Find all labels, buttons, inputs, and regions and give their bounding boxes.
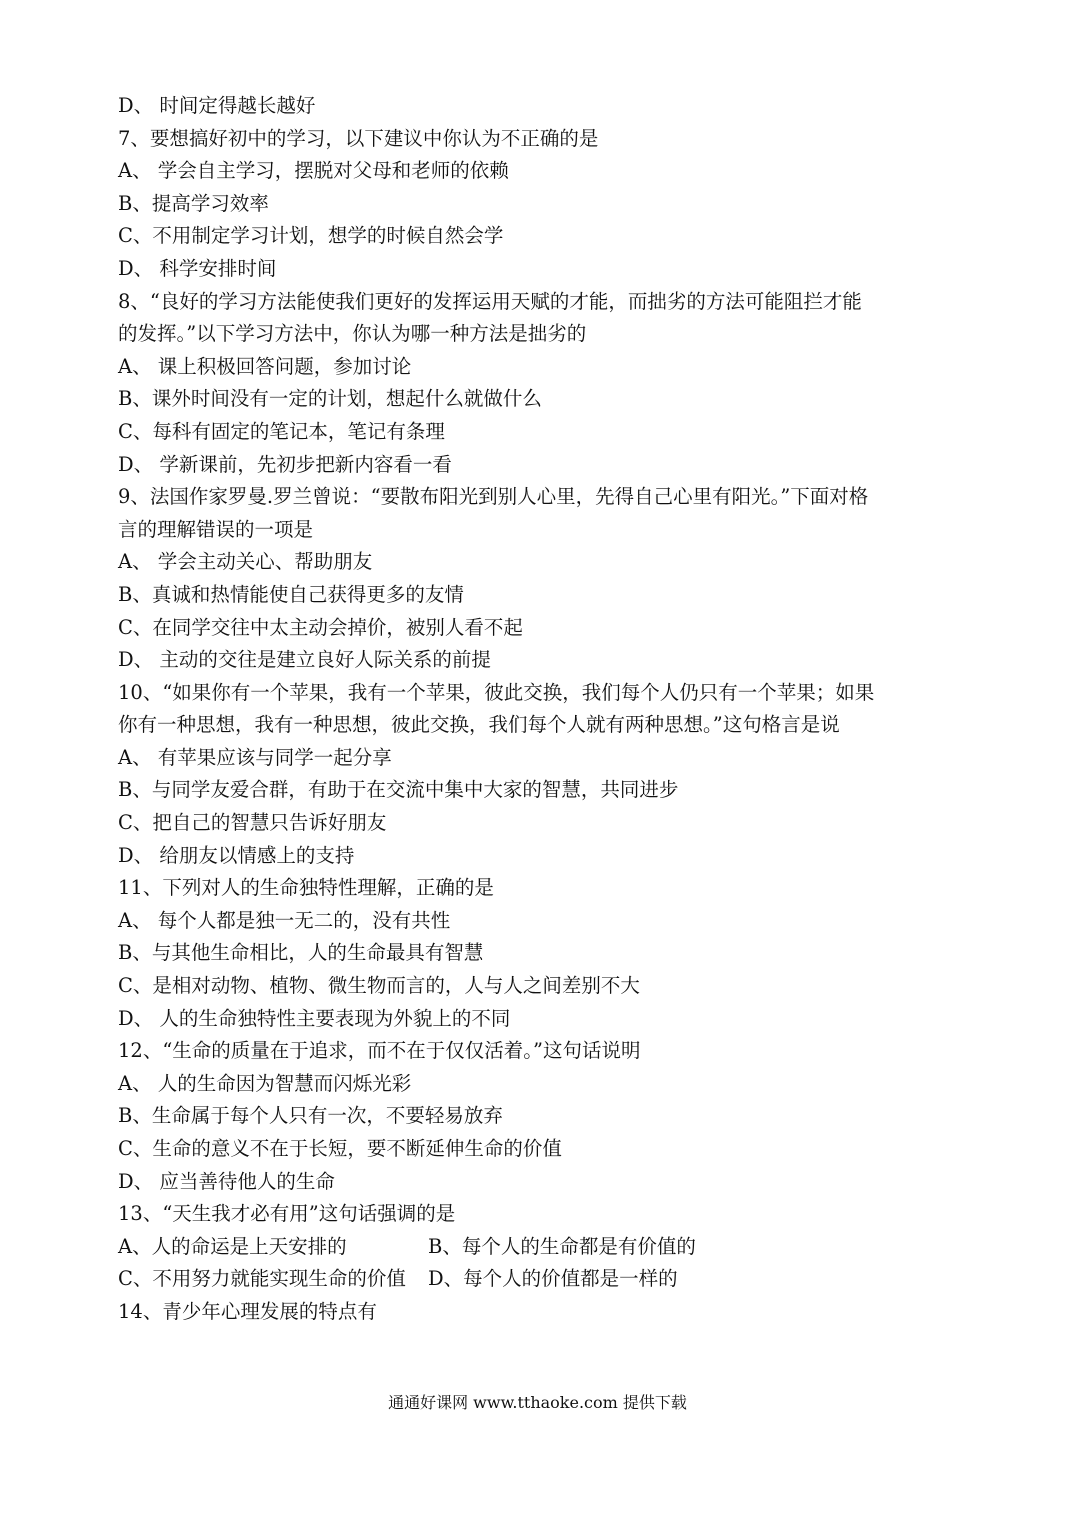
option-b-q13: B、每个人的生命都是有价值的 [428, 1234, 696, 1258]
option-d-q8: D、 学新课前，先初步把新内容看一看 [118, 452, 452, 476]
option-b-q12: B、生命属于每个人只有一次，不要轻易放弃 [118, 1104, 503, 1128]
option-d-q11: D、 人的生命独特性主要表现为外貌上的不同 [118, 1006, 511, 1030]
option-a-q13: A、人的命运是上天安排的 [118, 1234, 347, 1258]
question-9-line1: 9、法国作家罗曼.罗兰曾说：“要散布阳光到别人心里，先得自己心里有阳光。”下面对格 [118, 485, 869, 509]
option-c-q9: C、在同学交往中太主动会掉价，被别人看不起 [118, 615, 523, 639]
option-c-q8: C、每科有固定的笔记本，笔记有条理 [118, 419, 445, 443]
option-a-q10: A、 有苹果应该与同学一起分享 [118, 745, 392, 769]
option-d-q13: D、每个人的价值都是一样的 [428, 1267, 678, 1291]
option-d-q12: D、 应当善待他人的生命 [118, 1169, 335, 1193]
option-d-q7: D、 科学安排时间 [118, 256, 277, 280]
question-9-line2: 言的理解错误的一项是 [118, 517, 314, 541]
option-b-q7: B、提高学习效率 [118, 191, 269, 215]
option-a-q7: A、 学会自主学习，摆脱对父母和老师的依赖 [118, 159, 509, 183]
option-c-q7: C、不用制定学习计划，想学的时候自然会学 [118, 224, 504, 248]
question-10-line1: 10、“如果你有一个苹果，我有一个苹果，彼此交换，我们每个人仍只有一个苹果；如果 [118, 680, 875, 704]
question-10-line2: 你有一种思想，我有一种思想，彼此交换，我们每个人就有两种思想。”这句格言是说 [118, 713, 840, 737]
option-d-q9: D、 主动的交往是建立良好人际关系的前提 [118, 648, 491, 672]
question-12: 12、“生命的质量在于追求，而不在于仅仅活着。”这句话说明 [118, 1039, 641, 1063]
page-footer: 通通好课网 www.tthaoke.com 提供下载 [388, 1393, 687, 1412]
question-11: 11、下列对人的生命独特性理解，正确的是 [118, 876, 494, 900]
option-c-q12: C、生命的意义不在于长短，要不断延伸生命的价值 [118, 1137, 562, 1160]
option-d-q6: D、 时间定得越长越好 [118, 94, 316, 117]
option-a-q11: A、 每个人都是独一无二的，没有共性 [118, 908, 451, 932]
options-cd-q13 [118, 1263, 963, 1296]
options-ab-q13 [118, 1231, 963, 1264]
option-b-q10: B、与同学友爱合群，有助于在交流中集中大家的智慧，共同进步 [118, 778, 679, 802]
option-c-q11: C、是相对动物、植物、微生物而言的，人与人之间差别不大 [118, 974, 640, 998]
question-8-line2: 的发挥。”以下学习方法中，你认为哪一种方法是拙劣的 [118, 322, 587, 346]
option-a-q9: A、 学会主动关心、帮助朋友 [118, 550, 373, 574]
option-c-q10: C、把自己的智慧只告诉好朋友 [118, 811, 387, 835]
question-7: 7、要想搞好初中的学习，以下建议中你认为不正确的是 [118, 126, 599, 150]
document-body [118, 90, 963, 1329]
question-13: 13、“天生我才必有用”这句话强调的是 [118, 1202, 456, 1226]
option-b-q9: B、真诚和热情能使自己获得更多的友情 [118, 582, 464, 606]
option-a-q12: A、 人的生命因为智慧而闪烁光彩 [118, 1071, 412, 1095]
question-8-line1: 8、“良好的学习方法能使我们更好的发挥运用天赋的才能，而拙劣的方法可能阻拦才能 [118, 289, 862, 313]
option-a-q8: A、 课上积极回答问题，参加讨论 [118, 354, 412, 378]
option-c-q13: C、不用努力就能实现生命的价值 [118, 1267, 406, 1291]
question-14: 14、青少年心理发展的特点有 [118, 1299, 377, 1323]
option-b-q8: B、课外时间没有一定的计划，想起什么就做什么 [118, 387, 542, 411]
option-d-q10: D、 给朋友以情感上的支持 [118, 843, 355, 867]
option-b-q11: B、与其他生命相比，人的生命最具有智慧 [118, 941, 484, 965]
